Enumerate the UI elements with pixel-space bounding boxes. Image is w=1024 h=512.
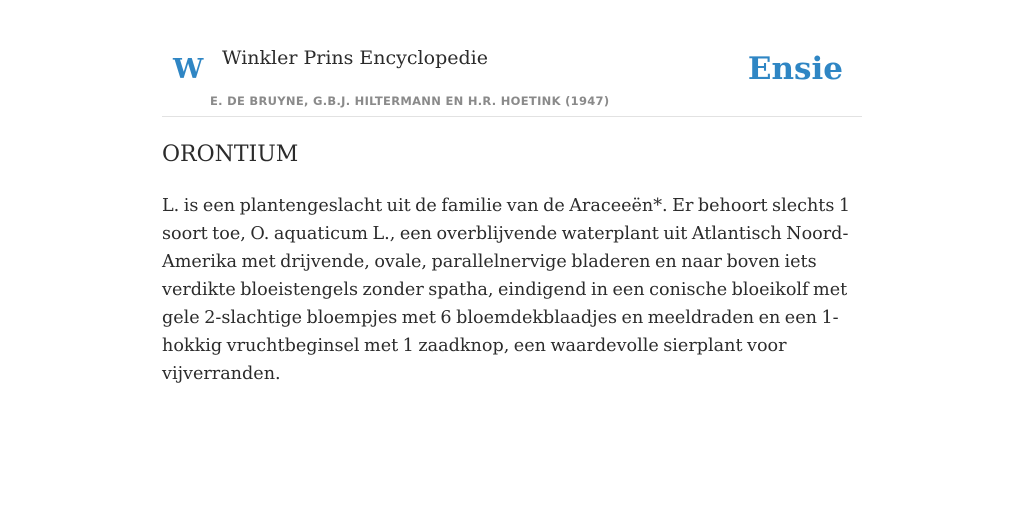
book-title[interactable]: Winkler Prins Encyclopedie [222, 47, 488, 69]
encyclopedia-logo[interactable]: W [173, 54, 204, 85]
book-authors: E. DE BRUYNE, G.B.J. HILTERMANN EN H.R. HOETINK (1947) [210, 94, 610, 108]
entry-title: ORONTIUM [162, 142, 299, 167]
header [162, 0, 862, 117]
page [162, 0, 862, 384]
entry-body: L. is een plantengeslacht uit de familie van de Araceeën*. Er behoort slechts 1 soort toe, O. aquaticum L., een overblijvende waterplant uit Atlantisch Noord-Amerika met drijvende, ovale, parallelnervige bladeren en naar boven iets verdikte bloeistengels zonder spatha, eindigend in een conische bloeikolf met gele 2-slachtige bloempjes met 6 bloemdekblaadjes en meeldraden en een 1-hokkig vruchtbeginsel met 1 zaadknop, een waardevolle sierplant voor vijverranden. [162, 196, 851, 384]
ensie-logo-link[interactable]: Ensie [747, 51, 843, 87]
